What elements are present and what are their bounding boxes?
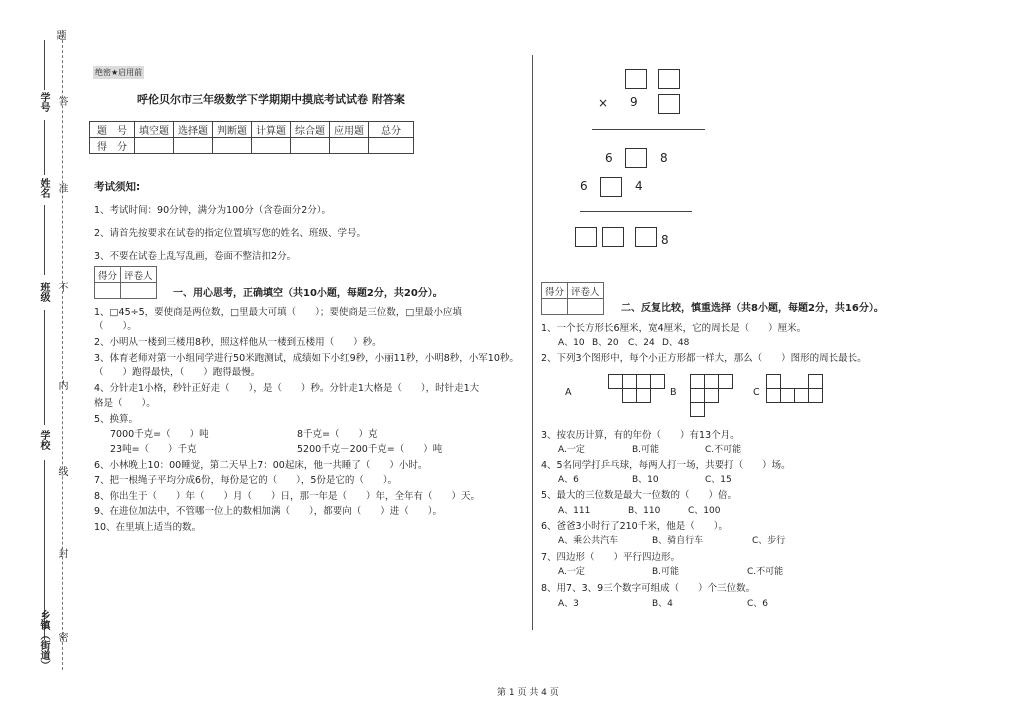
question-line: 2、下列3个图形中，每个小正方形都一样大，那么（ ）图形的周长最长。 bbox=[541, 353, 867, 364]
option: C、100 bbox=[688, 506, 721, 516]
instruction-item: 1、考试时间：90分钟，满分为100分（含卷面分2分）。 bbox=[94, 205, 332, 216]
score-cell bbox=[213, 138, 252, 154]
question-line: 2、小明从一楼到三楼用8秒，照这样他从一楼到五楼用（ ）秒。 bbox=[94, 337, 382, 348]
binding-label: 内 bbox=[56, 380, 67, 390]
question-line: 5、换算。 bbox=[94, 414, 139, 425]
option: B、20 bbox=[592, 338, 619, 348]
grader-box bbox=[541, 282, 604, 315]
binding-label: 题 bbox=[54, 30, 65, 40]
conversion-item: 5200千克－200千克=（ ）吨 bbox=[297, 444, 443, 455]
puzzle-digit: 4 bbox=[635, 179, 643, 193]
question-line: 7、四边形（ ）平行四边形。 bbox=[541, 552, 681, 563]
page-number: 第 1 页 共 4 页 bbox=[497, 688, 559, 698]
question-line: 4、5名同学打乒乓球，每两人打一场，共要打（ ）场。 bbox=[541, 460, 791, 471]
option: B bbox=[670, 387, 677, 398]
option: C.不可能 bbox=[705, 445, 742, 455]
answer-box bbox=[600, 177, 622, 197]
option: A、10 bbox=[558, 338, 585, 348]
option: C、步行 bbox=[752, 536, 786, 546]
question-line: 6、爸爸3小时行了210千米，他是（ ）。 bbox=[541, 521, 728, 532]
grader-score-label: 得分 bbox=[95, 267, 121, 283]
binding-label: 学校 bbox=[38, 430, 49, 450]
question-line: 5、最大的三位数是最大一位数的（ ）倍。 bbox=[541, 490, 738, 501]
score-header-cell: 题 号 bbox=[90, 122, 135, 138]
question-line: （ ）。 bbox=[94, 321, 137, 332]
binding-label: 线 bbox=[56, 466, 67, 476]
score-row-label: 得 分 bbox=[90, 138, 135, 154]
question-line: 3、体育老师对第一小组同学进行50米跑测试，成绩如下小红9秒，小丽11秒，小明8秒，小军10秒。 bbox=[94, 353, 519, 364]
score-value-row bbox=[90, 138, 414, 154]
answer-box bbox=[575, 227, 597, 247]
binding-label: 班级 bbox=[38, 282, 49, 302]
question-line: 4、分针走1小格，秒针正好走（ ），是（ ）秒。分针走1大格是（ ），时针走1大 bbox=[94, 383, 480, 394]
binding-label: 封 bbox=[56, 548, 67, 558]
binding-label: 姓名 bbox=[38, 178, 49, 198]
option: A、6 bbox=[558, 475, 579, 485]
question-line: 8、你出生于（ ）年（ ）月（ ）日，那一年是（ ）年，全年有（ ）天。 bbox=[94, 491, 481, 502]
question-line: 9、在进位加法中，不管哪一位上的数相加满（ ），都要向（ ）进（ ）。 bbox=[94, 506, 443, 517]
score-header-cell: 计算题 bbox=[252, 122, 291, 138]
option: D、48 bbox=[662, 338, 690, 348]
option: B、10 bbox=[632, 475, 659, 485]
column-divider bbox=[532, 55, 533, 630]
score-header-cell: 总分 bbox=[369, 122, 414, 138]
option: B、110 bbox=[628, 506, 661, 516]
option: C.不可能 bbox=[747, 567, 784, 577]
answer-box bbox=[635, 227, 657, 247]
score-cell bbox=[369, 138, 414, 154]
question-line: 8、用7、3、9三个数字可组成（ ）个三位数。 bbox=[541, 583, 756, 594]
question-line: 1、一个长方形长6厘米，宽4厘米，它的周长是（ ）厘米。 bbox=[541, 323, 807, 334]
binding-label: 准 bbox=[56, 183, 67, 193]
option: A、乘公共汽车 bbox=[558, 536, 619, 546]
option: B、4 bbox=[652, 599, 673, 609]
conversion-item: 23吨=（ ）千克 bbox=[110, 444, 197, 455]
score-table bbox=[89, 121, 414, 154]
question-line: 7、把一根绳子平均分成6份，每份是它的（ ），5份是它的（ ）。 bbox=[94, 475, 398, 486]
option: A bbox=[565, 387, 572, 398]
puzzle-digit: 9 bbox=[630, 95, 638, 109]
grader-reviewer-label: 评卷人 bbox=[568, 283, 604, 299]
option: B.可能 bbox=[652, 567, 680, 577]
answer-box bbox=[658, 69, 680, 89]
option: C、15 bbox=[705, 475, 732, 485]
score-header-cell: 选择题 bbox=[174, 122, 213, 138]
conversion-item: 7000千克=（ ）吨 bbox=[110, 429, 209, 440]
score-header-cell: 应用题 bbox=[330, 122, 369, 138]
answer-box bbox=[625, 69, 647, 89]
answer-box bbox=[625, 148, 647, 168]
instruction-item: 3、不要在试卷上乱写乱画，卷面不整洁扣2分。 bbox=[94, 251, 297, 262]
puzzle-digit: 8 bbox=[660, 151, 668, 165]
puzzle-digit: 8 bbox=[661, 233, 669, 247]
answer-box bbox=[658, 94, 680, 114]
instruction-item: 2、请首先按要求在试卷的指定位置填写您的姓名、班级、学号。 bbox=[94, 228, 367, 239]
page-title: 呼伦贝尔市三年级数学下学期期中摸底考试试卷 附答案 bbox=[137, 93, 405, 106]
puzzle-digit: 6 bbox=[605, 151, 613, 165]
puzzle-digit: 6 bbox=[580, 179, 588, 193]
score-header-cell: 填空题 bbox=[135, 122, 174, 138]
question-line: 1、□45÷5，要使商是两位数，□里最大可填（ ）；要使商是三位数，□里最小应填 bbox=[94, 307, 462, 318]
option: A.一定 bbox=[558, 567, 585, 577]
option: B.可能 bbox=[632, 445, 660, 455]
option: B、骑自行车 bbox=[652, 536, 704, 546]
option: C bbox=[753, 387, 760, 398]
binding-label: 学号 bbox=[38, 92, 49, 112]
score-cell bbox=[135, 138, 174, 154]
option: C、24 bbox=[628, 338, 655, 348]
grader-score-label: 得分 bbox=[542, 283, 568, 299]
answer-box bbox=[602, 227, 624, 247]
question-line: 格是（ ）。 bbox=[94, 398, 156, 409]
multiply-sign: × bbox=[598, 96, 609, 110]
option: A、111 bbox=[558, 506, 591, 516]
conversion-item: 8千克=（ ）克 bbox=[297, 429, 378, 440]
option: C、6 bbox=[747, 599, 769, 609]
binding-label: 答 bbox=[56, 96, 67, 106]
score-cell bbox=[252, 138, 291, 154]
instructions-heading: 考试须知: bbox=[94, 181, 141, 193]
section2-heading: 二、反复比较，慎重选择（共8小题，每题2分，共16分）。 bbox=[621, 303, 884, 314]
binding-label: 密 bbox=[56, 632, 67, 642]
question-line: 6、小林晚上10：00睡觉，第二天早上7：00起床，他一共睡了（ ）小时。 bbox=[94, 460, 428, 471]
secret-label: 绝密★启用前 bbox=[95, 68, 143, 77]
question-line: 3、按农历计算，有的年份（ ）有13个月。 bbox=[541, 430, 740, 441]
question-line: （ ）跑得最快，（ ）跑得最慢。 bbox=[94, 367, 261, 378]
score-header-row bbox=[90, 122, 414, 138]
score-cell bbox=[330, 138, 369, 154]
score-cell bbox=[291, 138, 330, 154]
grader-box bbox=[94, 266, 157, 299]
grader-reviewer-label: 评卷人 bbox=[121, 267, 157, 283]
binding-label: 不 bbox=[56, 282, 67, 292]
score-header-cell: 综合题 bbox=[291, 122, 330, 138]
option: A、3 bbox=[558, 599, 579, 609]
question-line: 10、在里填上适当的数。 bbox=[94, 522, 202, 533]
score-header-cell: 判断题 bbox=[213, 122, 252, 138]
option: A.一定 bbox=[558, 445, 585, 455]
section1-heading: 一、用心思考，正确填空（共10小题，每题2分，共20分）。 bbox=[173, 288, 443, 299]
binding-label: 乡镇（街道） bbox=[38, 610, 49, 670]
score-cell bbox=[174, 138, 213, 154]
